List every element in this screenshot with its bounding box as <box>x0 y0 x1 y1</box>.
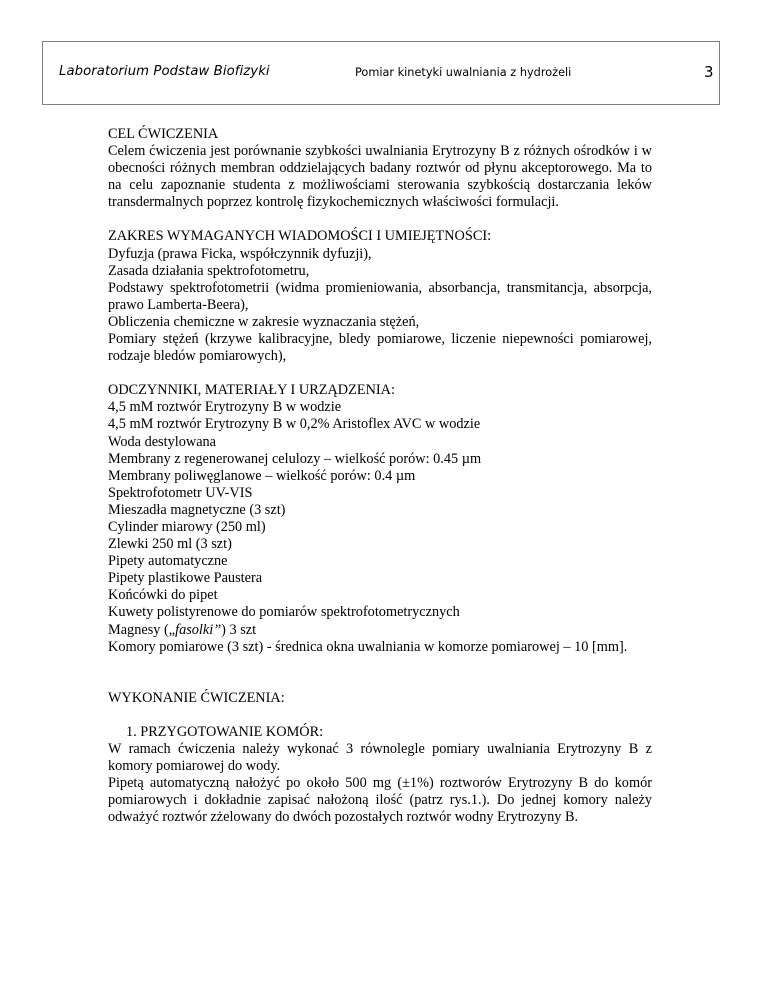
section-heading-cel: CEL ĆWICZENIA <box>108 126 219 142</box>
magnesy-prefix: Magnesy („ <box>108 621 176 638</box>
list-item: 4,5 mM roztwór Erytrozyny B w 0,2% Aristoflex AVC w wodzie <box>108 416 481 433</box>
header-topic-title: Pomiar kinetyki uwalniania z hydrożeli <box>355 66 572 79</box>
wykonanie-paragraph-1: W ramach ćwiczenia należy wykonać 3 równolegle pomiary uwalniania Erytrozyny B z komory pomiarowej do wody. <box>108 740 652 774</box>
list-item: Mieszadła magnetyczne (3 szt) <box>108 501 286 518</box>
header-lab-title: Laboratorium Podstaw Biofizyki <box>59 64 270 79</box>
list-item-magnesy <box>108 622 652 639</box>
list-item: Membrany z regenerowanej celulozy – wielkość porów: 0.45 µm <box>108 450 482 467</box>
page-content <box>108 126 652 826</box>
list-item: Kuwety polistyrenowe do pomiarów spektrofotometrycznych <box>108 604 460 621</box>
list-item: Podstawy spektrofotometrii (widma promieniowania, absorbancja, transmitancja, absorpcja, prawo Lamberta-Beera), <box>108 279 652 313</box>
list-item: Zasada działania spektrofotometru, <box>108 262 310 279</box>
page-number: 3 <box>704 63 714 81</box>
page-header <box>42 41 720 105</box>
subsection-heading-komory: 1. PRZYGOTOWANIE KOMÓR: <box>126 723 324 740</box>
zakres-list <box>108 246 652 366</box>
list-item: Membrany poliwęglanowe – wielkość porów: 0.4 µm <box>108 467 416 484</box>
cel-paragraph: Celem ćwiczenia jest porównanie szybkości uwalniania Erytrozyny B z różnych ośrodków i w obecności różnych membran oddzielających badany roztwór od płynu akceptorowego. Ma to na celu zapoznanie studenta z możliwościami sterowania szybkością dostarczania leków transdermalnych poprzez kontrolę fizykochemicznych właściwości formulacji. <box>108 143 652 211</box>
magnesy-italic: fasolki” <box>175 621 222 638</box>
list-item: Spektrofotometr UV-VIS <box>108 484 253 501</box>
list-item-komory: Komory pomiarowe (3 szt) - średnica okna uwalniania w komorze pomiarowej – 10 [mm]. <box>108 638 628 655</box>
section-heading-odczynniki: ODCZYNNIKI, MATERIAŁY I URZĄDZENIA: <box>108 382 395 399</box>
section-heading-zakres: ZAKRES WYMAGANYCH WIADOMOŚCI I UMIEJĘTNOŚCI: <box>108 228 492 245</box>
wykonanie-paragraph-2: Pipetą automatyczną nałożyć po około 500 mg (±1%) roztworów Erytrozyny B do komór pomiarowych i dokładnie zapisać nałożoną ilość (patrz rys.1.). Do jednej komory należy odważyć roztwór zżelowany do dwóch pozostałych roztwór wodny Erytrozyny B. <box>108 775 652 826</box>
list-item: 4,5 mM roztwór Erytrozyny B w wodzie <box>108 399 342 416</box>
list-item: Cylinder miarowy (250 ml) <box>108 518 266 535</box>
list-item: Woda destylowana <box>108 433 217 450</box>
list-item: Dyfuzja (prawa Ficka, współczynnik dyfuzji), <box>108 245 372 262</box>
odczynniki-list <box>108 399 652 655</box>
list-item: Obliczenia chemiczne w zakresie wyznaczania stężeń, <box>108 313 420 330</box>
section-heading-wykonanie: WYKONANIE ĆWICZENIA: <box>108 689 285 706</box>
list-item: Końcówki do pipet <box>108 587 218 604</box>
list-item: Pipety plastikowe Paustera <box>108 570 263 587</box>
magnesy-suffix: ) 3 szt <box>221 621 257 638</box>
list-item: Zlewki 250 ml (3 szt) <box>108 536 232 553</box>
list-item: Pomiary stężeń (krzywe kalibracyjne, bledy pomiarowe, liczenie niepewności pomiarowej, rodzaje bledów pomiarowych), <box>108 331 652 365</box>
list-item: Pipety automatyczne <box>108 553 228 570</box>
